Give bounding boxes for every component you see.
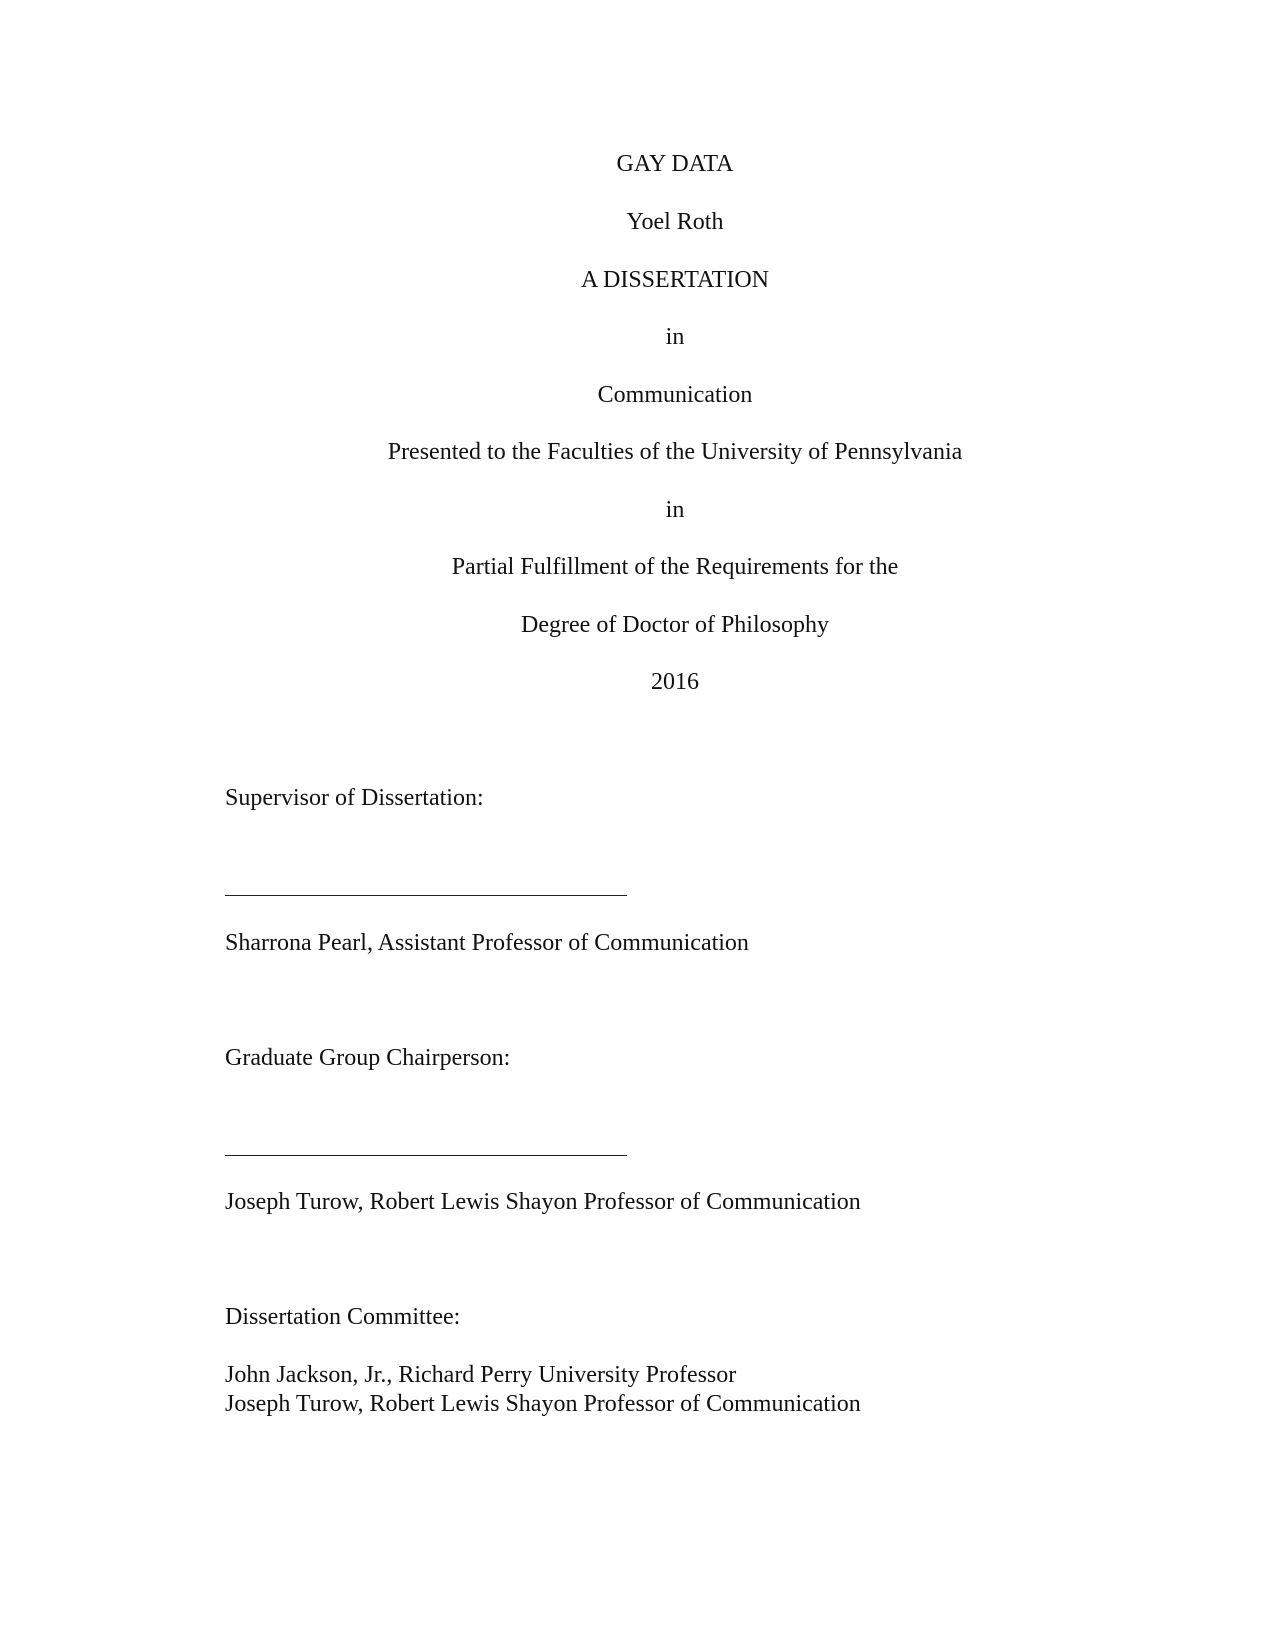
dissertation-title: GAY DATA xyxy=(616,151,734,177)
in-text-2: in xyxy=(665,497,685,523)
field-of-study: Communication xyxy=(597,382,753,408)
committee-member: John Jackson, Jr., Richard Perry University Professor xyxy=(225,1362,737,1388)
supervisor-name: Sharrona Pearl, Assistant Professor of Communication xyxy=(225,930,749,956)
degree-name: Degree of Doctor of Philosophy xyxy=(521,612,829,638)
supervisor-heading: Supervisor of Dissertation: xyxy=(225,785,484,811)
year: 2016 xyxy=(651,669,699,695)
author-name: Yoel Roth xyxy=(626,209,724,235)
committee-member: Joseph Turow, Robert Lewis Shayon Professor of Communication xyxy=(225,1391,861,1417)
document-type: A DISSERTATION xyxy=(581,267,769,293)
supervisor-signature-line xyxy=(225,895,627,896)
committee-heading: Dissertation Committee: xyxy=(225,1304,461,1330)
chair-heading: Graduate Group Chairperson: xyxy=(225,1045,511,1071)
presented-statement: Presented to the Faculties of the University of Pennsylvania xyxy=(387,439,963,465)
in-text-1: in xyxy=(665,324,685,350)
chair-signature-line xyxy=(225,1155,627,1156)
fulfillment-statement: Partial Fulfillment of the Requirements for the xyxy=(451,554,899,580)
chair-name: Joseph Turow, Robert Lewis Shayon Professor of Communication xyxy=(225,1189,861,1215)
